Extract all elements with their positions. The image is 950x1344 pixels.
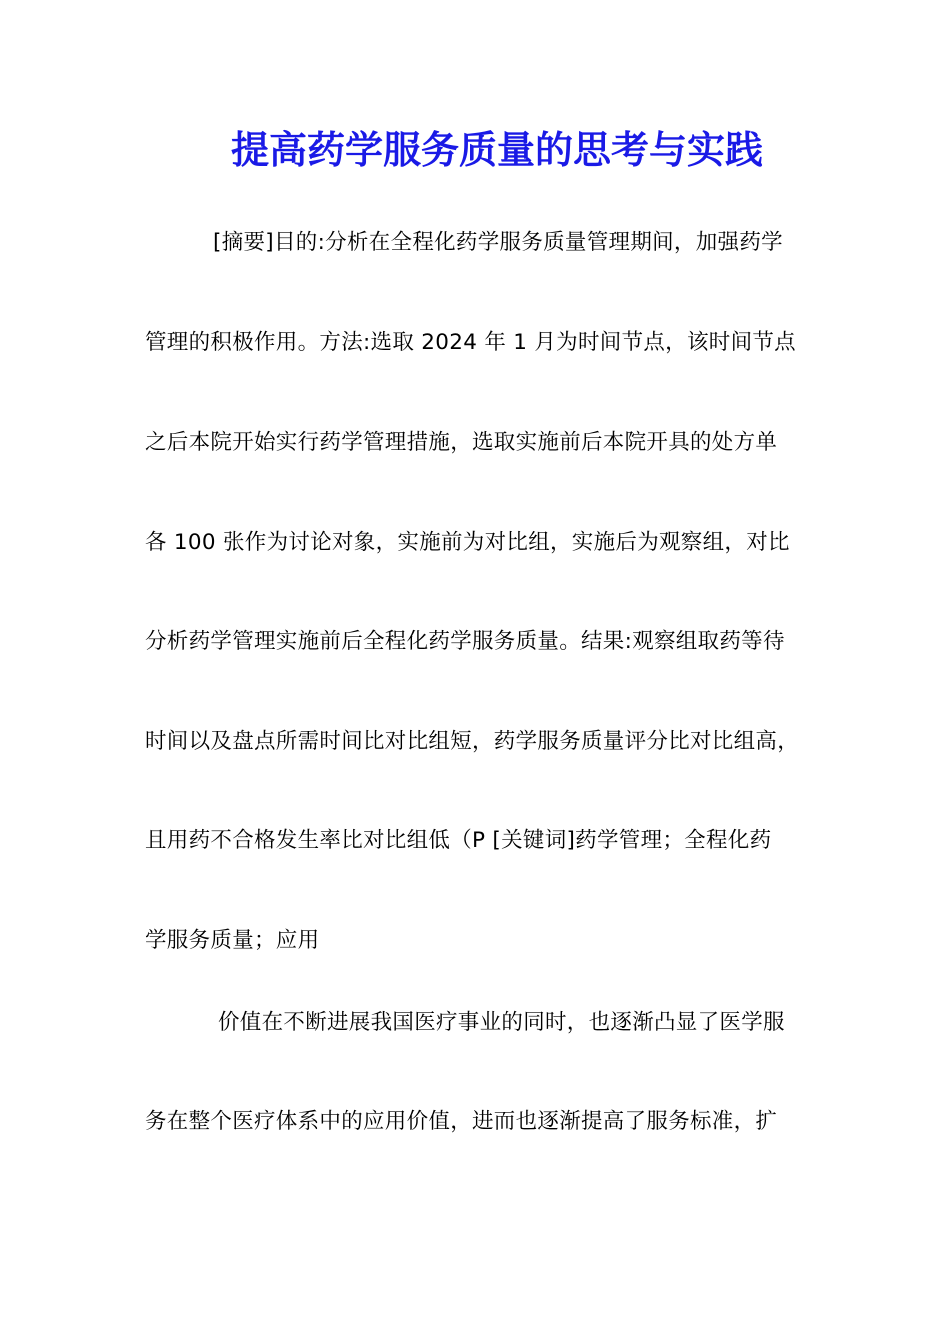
- abstract-line-4: 各 100 张作为讨论对象，实施前为对比组，实施后为观察组，对比: [145, 530, 790, 555]
- body-paragraph-line-2: 务在整个医疗体系中的应用价值，进而也逐渐提高了服务标准，扩: [145, 1109, 778, 1134]
- abstract-line-6: 时间以及盘点所需时间比对比组短，药学服务质量评分比对比组高，: [145, 729, 800, 754]
- abstract-line-3: 之后本院开始实行药学管理措施，选取实施前后本院开具的处方单: [145, 430, 778, 455]
- abstract-line-7: 且用药不合格发生率比对比组低（P [关键词]药学管理；全程化药: [145, 828, 772, 853]
- document-title: 提高药学服务质量的思考与实践: [230, 127, 763, 172]
- abstract-line-5: 分析药学管理实施前后全程化药学服务质量。结果:观察组取药等待: [145, 629, 785, 654]
- abstract-line-2: 管理的积极作用。方法:选取 2024 年 1 月为时间节点，该时间节点: [145, 330, 796, 355]
- abstract-line-1: [摘要]目的:分析在全程化药学服务质量管理期间，加强药学: [213, 230, 783, 255]
- body-paragraph-line-1: 价值在不断进展我国医疗事业的同时，也逐渐凸显了医学服: [218, 1010, 785, 1035]
- keywords-line-end: 学服务质量；应用: [145, 928, 320, 953]
